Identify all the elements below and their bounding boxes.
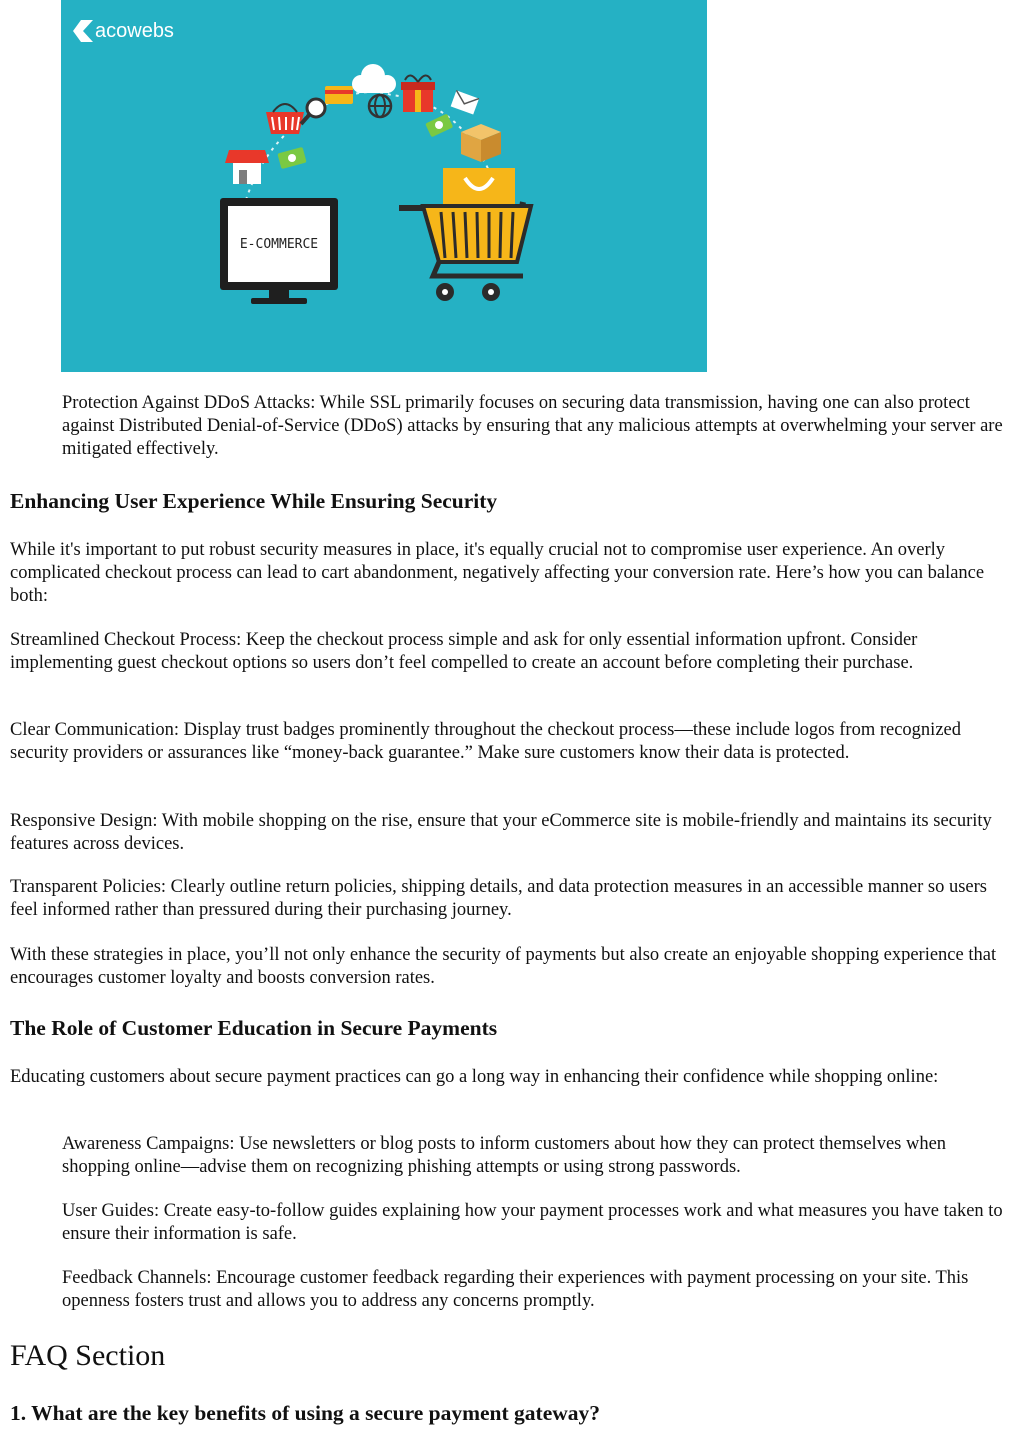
- heading-faq-question-1: 1. What are the key benefits of using a secure payment gateway?: [10, 1401, 601, 1425]
- heading-user-experience: Enhancing User Experience While Ensuring Security: [10, 489, 498, 513]
- credit-card-icon: [325, 86, 353, 104]
- paragraph-user-guides: User Guides: Create easy-to-follow guides explaining how your payment processes work and what measures you have taken to ensure their information is safe.: [62, 1201, 1003, 1244]
- box-icon: [461, 124, 501, 162]
- paragraph-transparent-policies: Transparent Policies: Clearly outline return policies, shipping details, and data protection measures in an accessible manner so users feel informed rather than pressured during their purchasing journey.: [10, 877, 987, 920]
- paragraph-awareness-campaigns: Awareness Campaigns: Use newsletters or blog posts to inform customers about how they can protect themselves when shopping online—advise them on recognizing phishing attempts or using strong passwords.: [62, 1134, 947, 1177]
- monitor-label: E-COMMERCE: [239, 237, 319, 252]
- paragraph-ddos-protection: Protection Against DDoS Attacks: While SSL primarily focuses on securing data transmission, having one can also protect against Distributed Denial-of-Service (DDoS) attacks by ensuring that any malicious attempts at overwhelming your server are mitigated effectively.: [62, 393, 1003, 459]
- paragraph-responsive-design: Responsive Design: With mobile shopping on the rise, ensure that your eCommerce site is mobile-friendly and maintains its security features across devices.: [10, 811, 992, 854]
- brand-text: acowebs: [95, 20, 174, 42]
- monitor-icon: [220, 198, 338, 304]
- paragraph-clear-communication: Clear Communication: Display trust badges prominently throughout the checkout process—these include logos from recognized security providers or assurances like “money-back guarantee.” Make sure customers know their data is protected.: [10, 720, 961, 763]
- ecommerce-hero-image: [61, 0, 707, 372]
- paragraph-streamlined-checkout: Streamlined Checkout Process: Keep the checkout process simple and ask for only essential information upfront. Consider implementing guest checkout options so users don’t feel compelled to create an account before completing their purchase.: [10, 630, 918, 673]
- paragraph-strategies: With these strategies in place, you’ll not only enhance the security of payments but also create an enjoyable shopping experience that encourages customer loyalty and boosts conversion rates.: [10, 945, 997, 988]
- heading-customer-education: The Role of Customer Education in Secure Payments: [10, 1016, 498, 1040]
- heading-faq-section: FAQ Section: [10, 1339, 166, 1372]
- paragraph-education-intro: Educating customers about secure payment practices can go a long way in enhancing their confidence while shopping online:: [10, 1067, 939, 1087]
- paragraph-ux-intro: While it's important to put robust security measures in place, it's equally crucial not to compromise user experience. An overly complicated checkout process can lead to cart abandonment, negatively affecting your conversion rate. Here’s how you can balance both:: [10, 540, 985, 606]
- paragraph-feedback-channels: Feedback Channels: Encourage customer feedback regarding their experiences with payment processing on your site. This openness fosters trust and allows you to address any concerns promptly.: [62, 1268, 969, 1311]
